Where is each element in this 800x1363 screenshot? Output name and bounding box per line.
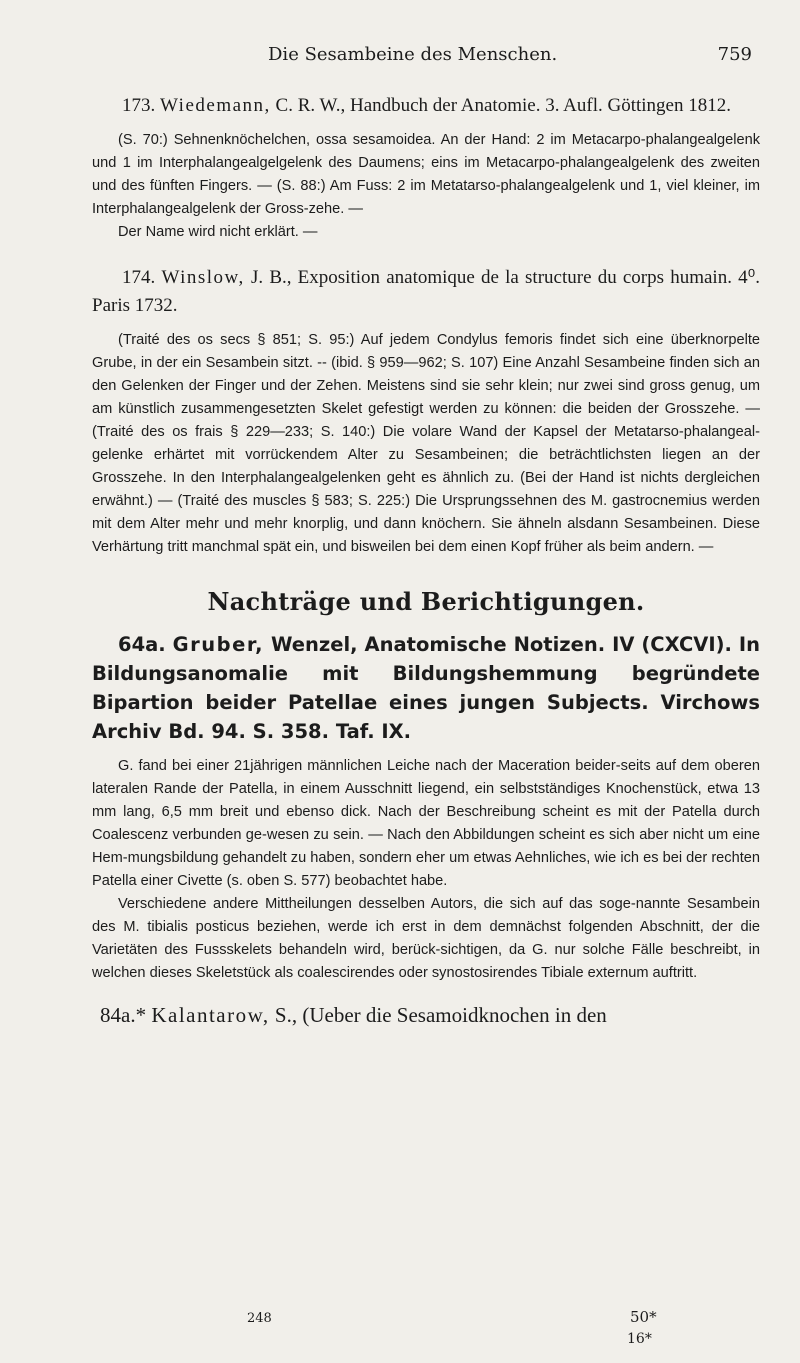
entry-paragraph: (S. 70:) Sehnenknöchelchen, ossa sesamoidea. An der Hand: 2 im Metacarpo-phalangealgelenk und 1 im Interphalangealgelgelenk des Daumens; eins im Metacarpo-phalangealgelenk des zweiten und des fünften Fingers. — (S. 88:) Am Fuss: 2 im Metatarso-phalangealgelenk und 1, viel kleiner, im Interphalangealgelenk der Gross-zehe. — <box>92 132 760 217</box>
entry-author: Winslow, <box>161 267 245 288</box>
entry-number: 84a.* <box>100 1003 147 1027</box>
entry-citation: S., (Ueber die Sesamoidknochen in den <box>274 1003 607 1027</box>
bibliography-entry-84a <box>92 1001 760 1029</box>
entry-author: Gruber, <box>172 633 265 656</box>
entry-number: 64a. <box>118 633 166 656</box>
running-title: Die Sesambeine des Menschen. <box>268 44 558 65</box>
bibliography-entry-173 <box>92 92 760 120</box>
entry-paragraph: Der Name wird nicht erklärt. — <box>118 224 318 240</box>
entry-paragraph: G. fand bei einer 21jährigen männlichen Leiche nach der Maceration beider-seits auf dem oberen lateralen Rande der Patella, in einem Ausschnitt liegend, ein selbstständiges Knochenstück, etwa 13 mm lang, 6,5 mm breit und ebenso dick. Nach der Beschreibung scheint es mit der Patella durch Coalescenz verbunden ge-wesen zu sein. — Nach den Abbildungen scheint es sich aber nicht um eine Hem-mungsbildung gehandelt zu haben, sondern eher um etwas Aehnliches, wie ich es bei der rechten Patella einer Civette (s. oben S. 577) beobachtet habe. <box>92 758 760 889</box>
printer-signature: 248 <box>247 1311 272 1326</box>
page-number: 759 <box>717 44 752 65</box>
entry-paragraph: Verschiedene andere Mittheilungen desselben Autors, die sich auf das soge-nannte Sesambein des M. tibialis posticus beziehen, werde ich erst in dem demnächst folgenden Abschnitt, der die Varietäten des Fussskelets behandeln wird, berück-sichtigen, da G. nur solche Fälle beschreibt, in welchen dieses Skeletstück als coalescirendes oder synostosirendes Tibiale externum auftritt. <box>92 896 760 981</box>
footer-mark: 50* <box>630 1308 657 1326</box>
addendum-entry-64a <box>92 630 760 746</box>
entry-author: Kalantarow, <box>151 1003 270 1027</box>
page-body <box>92 92 760 1029</box>
entry-citation: J. B., Exposition anatomique de la structure du corps humain. 4⁰. Paris 1732. <box>92 267 761 316</box>
entry-author: Wiedemann, <box>160 95 271 116</box>
section-title: Nachträge und Berichtigungen. <box>207 587 645 616</box>
entry-number: 173. <box>122 95 156 116</box>
entry-citation: C. R. W., Handbuch der Anatomie. 3. Aufl. Göttingen 1812. <box>275 95 731 116</box>
bibliography-entry-174 <box>92 264 760 320</box>
footer-mark: 16* <box>627 1331 652 1347</box>
entry-citation: Wenzel, Anatomische Notizen. IV (CXCVI). In Bildungsanomalie mit Bildungshemmung begründete Bipartion beider Patellae eines jungen Subjects. Virchows Archiv Bd. 94. S. 358. Taf. IX. <box>92 633 760 743</box>
entry-paragraph: (Traité des os secs § 851; S. 95:) Auf jedem Condylus femoris findet sich eine überknorpelte Grube, in der ein Sesambein sitzt. -- (ibid. § 959—962; S. 107) Eine Anzahl Sesambeine finden sich an den Gelenken der Finger und der Zehen. Meistens sind sie sehr klein; nur zwei sind gross genug, um am künstlich zusammengesetzten Skelet gefestigt werden zu können: die beiden der Grosszehe. — (Traité des os frais § 229—233; S. 140:) Die volare Wand der Kapsel der Metatarso-phalangeal-gelenke erhärtet mit vorrückendem Alter zu Sesambeinen; die beträchtlichsten liegen an der Grosszehe. In den Interphalangealgelenken geht es ähnlich zu. (Bei der Hand ist nichts dergleichen erwähnt.) — (Traité des muscles § 583; S. 225:) Die Ursprungssehnen des M. gastrocnemius werden mit dem Alter mehr und mehr knorplig, und dann knöchern. Sie ähneln alsdann Sesambeinen. Diese Verhärtung tritt manchmal spät ein, und bisweilen bei dem einen Kopf früher als beim andern. — <box>92 332 760 555</box>
entry-number: 174. <box>122 267 156 288</box>
